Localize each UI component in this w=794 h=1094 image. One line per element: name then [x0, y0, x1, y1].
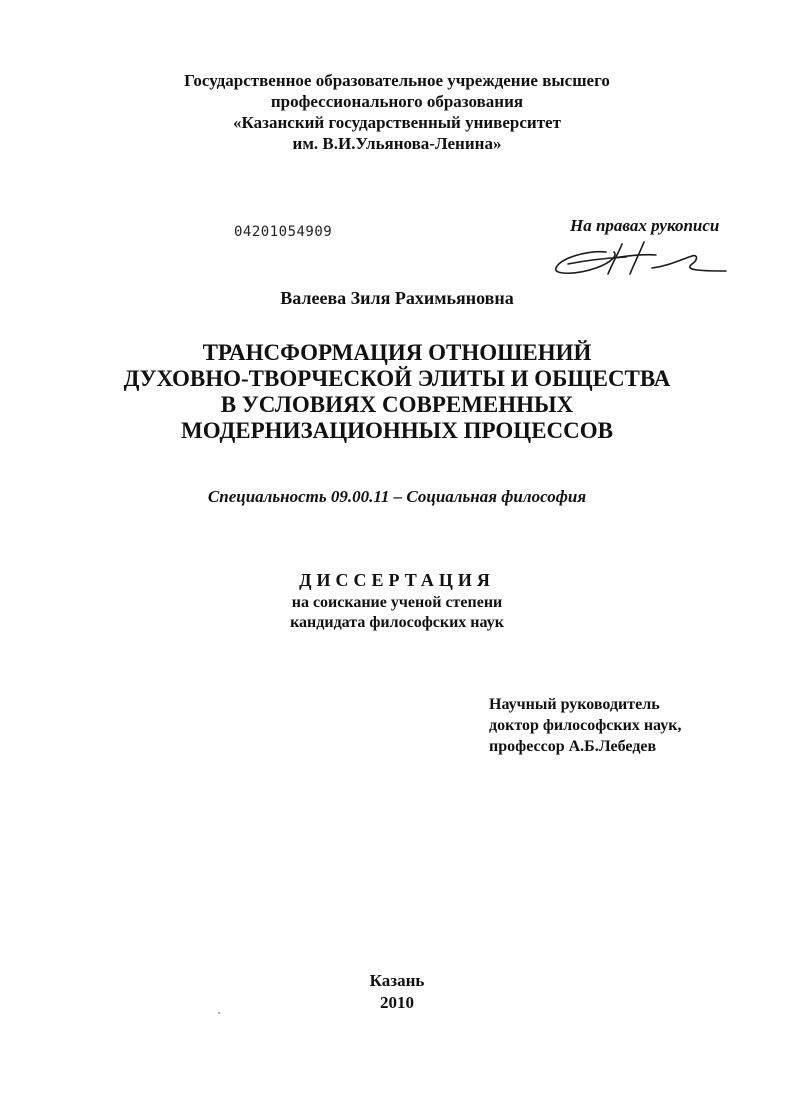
- institution-line: им. В.И.Ульянова-Ленина»: [292, 134, 502, 153]
- supervisor-line: Научный руководитель: [489, 696, 660, 713]
- archive-code: 04201054909: [234, 224, 333, 240]
- title-line: В УСЛОВИЯХ СОВРЕМЕННЫХ: [220, 392, 574, 417]
- degree-info: [0, 593, 794, 633]
- title-line: ТРАНСФОРМАЦИЯ ОТНОШЕНИЙ: [202, 340, 592, 365]
- year: 2010: [380, 993, 414, 1012]
- supervisor-line: профессор А.Б.Лебедев: [489, 738, 657, 755]
- author-name: Валеева Зиля Рахимьяновна: [280, 288, 514, 308]
- handwritten-signature: [548, 238, 738, 280]
- city: Казань: [369, 971, 425, 990]
- supervisor-line: доктор философских наук,: [489, 717, 682, 734]
- dissertation-title: [0, 340, 794, 444]
- footer-place-year: [0, 970, 794, 1014]
- degree-line: на соискание ученой степени: [291, 594, 503, 611]
- institution-line: Государственное образовательное учреждение высшего: [184, 71, 610, 90]
- speciality-line: Специальность 09.00.11 – Социальная философия: [207, 487, 587, 506]
- title-line: МОДЕРНИЗАЦИОННЫХ ПРОЦЕССОВ: [181, 418, 613, 443]
- manuscript-note: На правах рукописи: [570, 216, 720, 235]
- title-line: ДУХОВНО-ТВОРЧЕСКОЙ ЭЛИТЫ И ОБЩЕСТВА: [123, 366, 671, 391]
- institution-line: «Казанский государственный университет: [233, 113, 561, 132]
- institution-header: [0, 70, 794, 154]
- scan-speck: [218, 1012, 220, 1014]
- institution-line: профессионального образования: [270, 92, 524, 111]
- degree-line: кандидата философских наук: [290, 614, 504, 631]
- document-type: ДИССЕРТАЦИЯ: [299, 570, 495, 590]
- supervisor-block: [489, 694, 681, 757]
